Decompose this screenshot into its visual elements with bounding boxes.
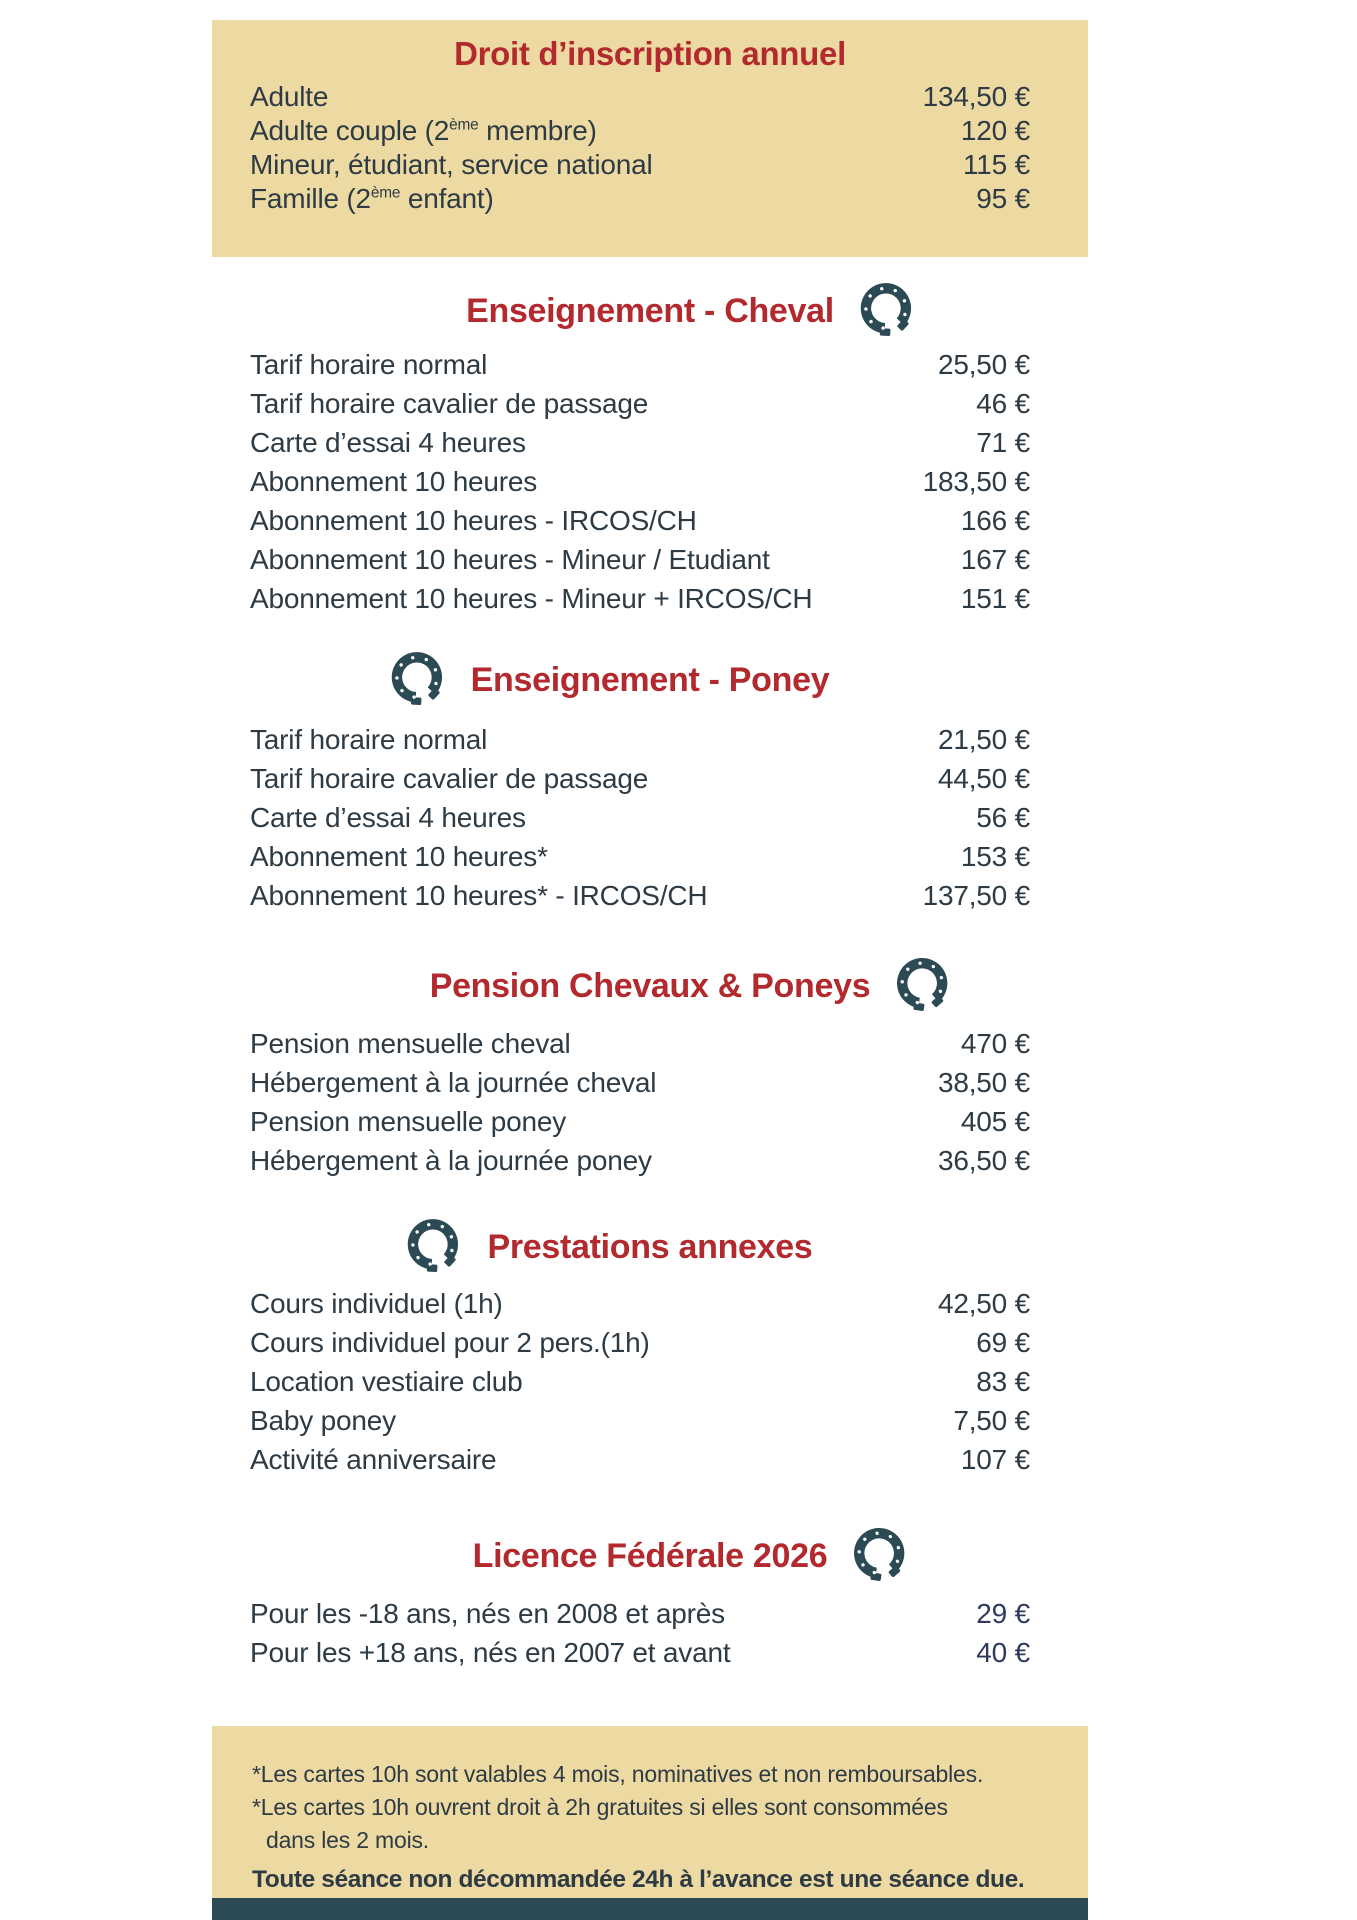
tariff-row (250, 1323, 1030, 1362)
tariff-price: 151 € (960, 583, 1030, 614)
tariff-label: Activité anniversaire (250, 1444, 497, 1475)
tariff-price: 115 € (963, 149, 1030, 180)
tariff-price: 7,50 € (953, 1405, 1030, 1436)
poney-rows (250, 720, 1030, 915)
tariff-label: Pour les -18 ans, nés en 2008 et après (250, 1598, 725, 1629)
tariff-row (250, 1284, 1030, 1323)
tariff-price: 29 € (976, 1598, 1030, 1629)
footer-bold-note: Toute séance non décommandée 24h à l’avance est une séance due. (252, 1866, 1025, 1893)
section-header-cheval (212, 272, 1088, 350)
tariff-label: Famille (2ème enfant) (250, 183, 494, 214)
tariff-price: 42,50 € (937, 1288, 1030, 1319)
tariff-row (250, 1440, 1030, 1479)
licence-rows (250, 1594, 1030, 1672)
tariff-label: Abonnement 10 heures - IRCOS/CH (250, 505, 697, 536)
tariff-row (250, 80, 1030, 114)
tariff-label: Pension mensuelle poney (250, 1106, 567, 1137)
horseshoe-icon (878, 940, 970, 1032)
tariff-label: Pension mensuelle cheval (250, 1028, 571, 1059)
tariff-price: 166 € (960, 505, 1030, 536)
tariff-label: Hébergement à la journée cheval (250, 1067, 657, 1098)
horseshoe-icon (835, 1510, 927, 1602)
section-title-pension: Pension Chevaux & Poneys (429, 966, 871, 1005)
tariff-label: Abonnement 10 heures - Mineur + IRCOS/CH (250, 583, 813, 614)
tariff-row (250, 1102, 1030, 1141)
horseshoe-icon (370, 632, 466, 728)
tariff-row (250, 1401, 1030, 1440)
bottom-accent-bar (212, 1898, 1088, 1920)
tariff-row (250, 462, 1030, 501)
section-title-poney: Enseignement - Poney (470, 660, 830, 699)
section-header-prestations (212, 1208, 1088, 1286)
cheval-rows (250, 345, 1030, 618)
tariff-row (250, 837, 1030, 876)
tariff-label: Mineur, étudiant, service national (250, 149, 653, 180)
tariff-label: Carte d’essai 4 heures (250, 802, 526, 833)
footer-note: dans les 2 mois. (266, 1827, 429, 1853)
inscription-rows (250, 80, 1030, 216)
section-header-licence (212, 1517, 1088, 1595)
tariff-row (250, 501, 1030, 540)
tariff-label: Abonnement 10 heures* (250, 841, 548, 872)
tariff-label: Adulte (250, 81, 329, 112)
tariff-price: 137,50 € (922, 880, 1030, 911)
inscription-box (212, 20, 1088, 257)
tariff-price: 183,50 € (922, 466, 1030, 497)
tariff-row (250, 798, 1030, 837)
tariff-row (250, 114, 1030, 148)
tariff-price: 470 € (960, 1028, 1030, 1059)
tariff-label: Tarif horaire normal (250, 724, 488, 755)
tariff-label: Tarif horaire cavalier de passage (250, 763, 649, 794)
tariff-price: 40 € (976, 1637, 1030, 1668)
tariff-label: Baby poney (250, 1405, 396, 1436)
section-title-prestations: Prestations annexes (487, 1227, 813, 1266)
tariff-price: 36,50 € (937, 1145, 1030, 1176)
tariff-price: 71 € (976, 427, 1030, 458)
tariff-price: 46 € (976, 388, 1030, 419)
footer-note: *Les cartes 10h sont valables 4 mois, nominatives et non remboursables. (252, 1761, 984, 1787)
footer-note: *Les cartes 10h ouvrent droit à 2h gratuites si elles sont consommées (252, 1794, 948, 1820)
tariff-row (250, 540, 1030, 579)
tariff-label: Abonnement 10 heures - Mineur / Etudiant (250, 544, 770, 575)
prestations-rows (250, 1284, 1030, 1479)
tariff-row (250, 182, 1030, 216)
tariff-label: Pour les +18 ans, nés en 2007 et avant (250, 1637, 731, 1668)
tariff-row (250, 1362, 1030, 1401)
tariff-row (250, 1063, 1030, 1102)
section-title-cheval: Enseignement - Cheval (466, 291, 834, 330)
section-title-inscription: Droit d’inscription annuel (454, 35, 846, 72)
tariff-label: Abonnement 10 heures (250, 466, 538, 497)
tariff-price: 56 € (976, 802, 1030, 833)
footer-notes-box (212, 1726, 1088, 1920)
tariff-price: 38,50 € (937, 1067, 1030, 1098)
tariff-label: Cours individuel pour 2 pers.(1h) (250, 1327, 650, 1358)
tariff-price: 21,50 € (937, 724, 1030, 755)
tariff-row (250, 384, 1030, 423)
tariff-label: Carte d’essai 4 heures (250, 427, 526, 458)
tariff-price: 405 € (960, 1106, 1030, 1137)
tariff-row (250, 876, 1030, 915)
tariff-row (250, 1594, 1030, 1633)
tariff-label: Abonnement 10 heures* - IRCOS/CH (250, 880, 708, 911)
tariff-price: 83 € (976, 1366, 1030, 1397)
horseshoe-icon (386, 1199, 482, 1295)
tariff-price: 95 € (976, 183, 1030, 214)
tariff-row (250, 345, 1030, 384)
tariff-label: Tarif horaire cavalier de passage (250, 388, 649, 419)
pension-rows (250, 1024, 1030, 1180)
tariff-row (250, 1633, 1030, 1672)
tariff-row (250, 759, 1030, 798)
tariff-label: Cours individuel (1h) (250, 1288, 503, 1319)
tariff-price: 69 € (976, 1327, 1030, 1358)
tariff-row (250, 148, 1030, 182)
tariff-row (250, 1024, 1030, 1063)
section-title-licence: Licence Fédérale 2026 (472, 1536, 828, 1575)
tariff-label: Location vestiaire club (250, 1366, 523, 1397)
section-header-poney (212, 641, 1088, 719)
tariff-row (250, 579, 1030, 618)
tariff-price: 120 € (960, 115, 1030, 146)
section-header-pension (212, 947, 1088, 1025)
tariff-price: 167 € (960, 544, 1030, 575)
tariff-price: 134,50 € (922, 81, 1030, 112)
tariff-label: Adulte couple (2ème membre) (250, 115, 597, 146)
tariff-price: 44,50 € (937, 763, 1030, 794)
tariff-label: Tarif horaire normal (250, 349, 488, 380)
tariff-price: 153 € (960, 841, 1030, 872)
tariff-label: Hébergement à la journée poney (250, 1145, 652, 1176)
tariff-price: 107 € (960, 1444, 1030, 1475)
tariff-price: 25,50 € (937, 349, 1030, 380)
tariff-row (250, 1141, 1030, 1180)
tariff-row (250, 720, 1030, 759)
tariff-row (250, 423, 1030, 462)
